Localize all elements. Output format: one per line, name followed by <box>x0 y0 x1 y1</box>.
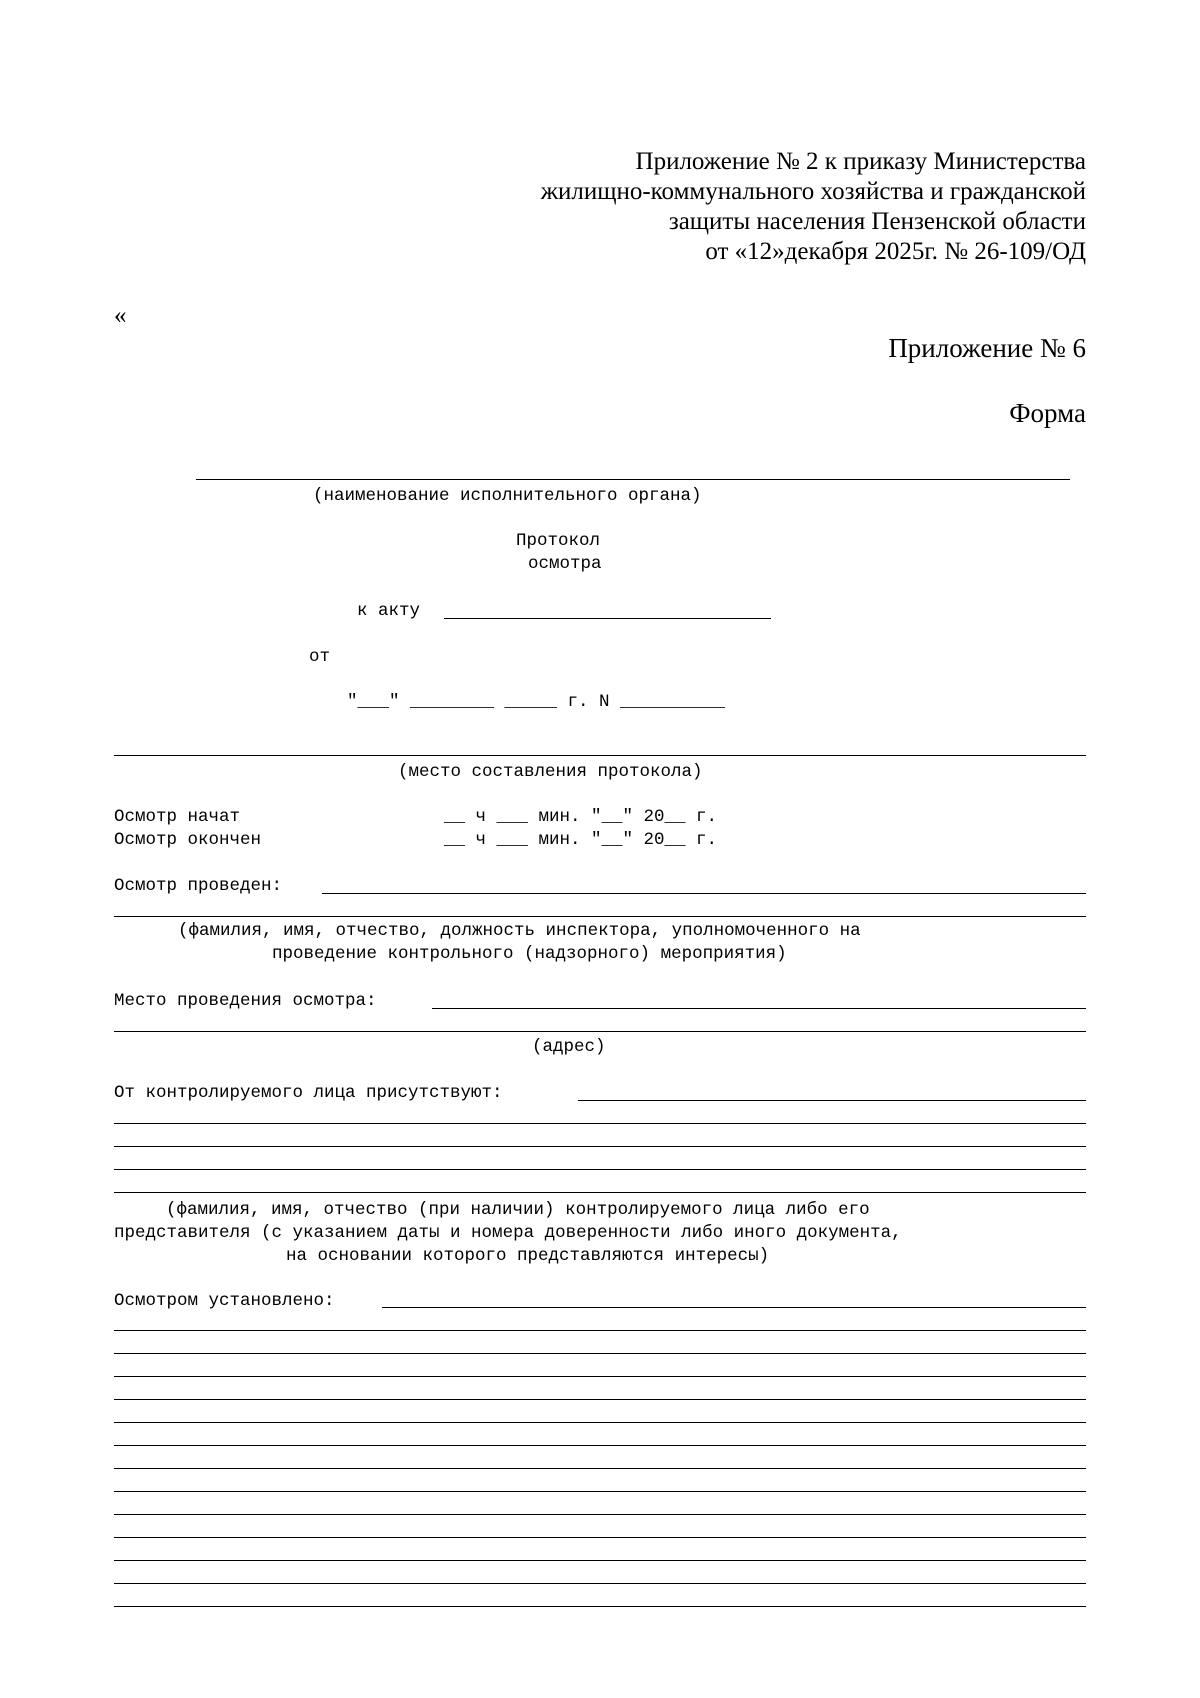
person-caption-line-1: (фамилия, имя, отчество (при наличии) контролируемого лица либо его <box>166 1200 870 1220</box>
conducted-line <box>322 893 1086 894</box>
protocol-subtitle: осмотра <box>528 554 602 574</box>
person-caption-line-3: на основании которого представляются интересы) <box>286 1246 770 1266</box>
inspection-started-label: Осмотр начат <box>114 807 241 827</box>
established-label: Осмотром установлено: <box>114 1291 335 1311</box>
present-line-4 <box>114 1169 1086 1170</box>
act-label: к акту <box>357 601 421 621</box>
established-line-13 <box>114 1583 1086 1584</box>
protocol-title: Протокол <box>516 531 601 551</box>
act-number-line <box>444 618 771 619</box>
inspector-caption-line-1: (фамилия, имя, отчество, должность инспектора, уполномоченного на <box>178 921 861 941</box>
established-line-5 <box>114 1399 1086 1400</box>
order-reference-line-4: от «12»декабря 2025г. № 26-109/ОД <box>705 238 1086 265</box>
inspection-ended-label: Осмотр окончен <box>114 830 262 850</box>
inspection-started-value: __ ч ___ мин. "__" 20__ г. <box>444 807 718 827</box>
date-number-line: "___" ________ _____ г. N __________ <box>347 692 726 712</box>
established-line-7 <box>114 1445 1086 1446</box>
person-caption-line-2: представителя (с указанием даты и номера доверенности либо иного документа, <box>114 1223 902 1243</box>
appendix-label: Приложение № 6 <box>888 333 1086 363</box>
inspector-caption-line-2: проведение контрольного (надзорного) мероприятия) <box>272 944 787 964</box>
established-line-8 <box>114 1468 1086 1469</box>
present-label: От контролируемого лица присутствуют: <box>114 1083 503 1103</box>
present-line-3 <box>114 1146 1086 1147</box>
established-line-14 <box>114 1606 1086 1607</box>
established-line <box>382 1307 1086 1308</box>
order-reference-line-3: защиты населения Пензенской области <box>668 208 1086 235</box>
form-label: Форма <box>1009 398 1086 428</box>
location-label: Место проведения осмотра: <box>114 991 377 1011</box>
open-quote-mark: « <box>114 302 127 329</box>
present-line <box>578 1100 1086 1101</box>
place-line <box>114 755 1086 756</box>
location-line <box>432 1008 1086 1009</box>
order-reference-line-1: Приложение № 2 к приказу Министерства <box>635 148 1086 175</box>
established-line-3 <box>114 1353 1086 1354</box>
order-reference-line-2: жилищно-коммунального хозяйства и гражданской <box>540 178 1086 205</box>
established-line-10 <box>114 1514 1086 1515</box>
organ-name-line <box>196 479 1070 480</box>
conducted-line-2 <box>114 916 1086 917</box>
present-line-2 <box>114 1123 1086 1124</box>
conducted-label: Осмотр проведен: <box>114 876 283 896</box>
from-label: от <box>309 647 331 667</box>
established-line-9 <box>114 1491 1086 1492</box>
present-line-5 <box>114 1192 1086 1193</box>
location-line-2 <box>114 1031 1086 1032</box>
established-line-12 <box>114 1560 1086 1561</box>
established-line-4 <box>114 1376 1086 1377</box>
inspection-ended-value: __ ч ___ мин. "__" 20__ г. <box>444 830 718 850</box>
place-caption: (место составления протокола) <box>398 762 703 782</box>
address-caption: (адрес) <box>532 1037 606 1057</box>
established-line-2 <box>114 1330 1086 1331</box>
order-reference <box>541 147 1086 267</box>
organ-caption: (наименование исполнительного органа) <box>313 486 702 506</box>
established-line-6 <box>114 1422 1086 1423</box>
established-line-11 <box>114 1537 1086 1538</box>
